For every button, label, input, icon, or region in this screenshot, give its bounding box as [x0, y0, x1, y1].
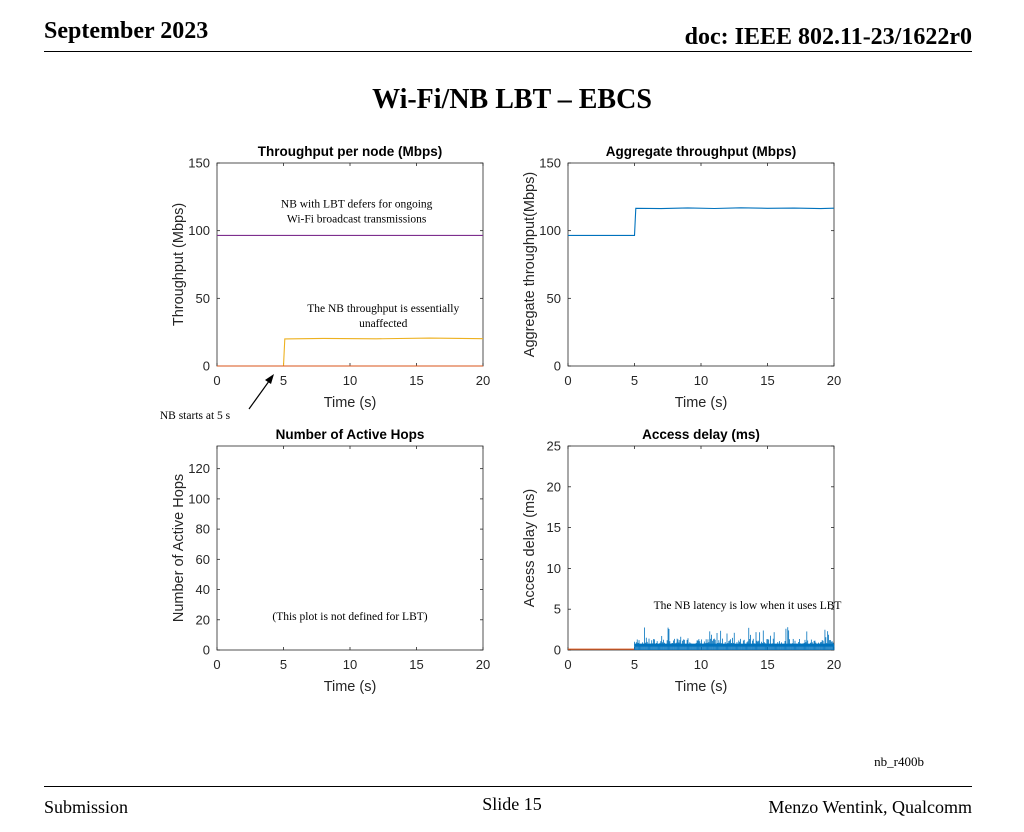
- chart-annotation: The NB latency is low when it uses LBT: [653, 600, 842, 613]
- y-axis-label: Throughput (Mbps): [171, 202, 187, 327]
- footer-slide-number: Slide 15: [482, 794, 542, 814]
- header-doc: doc: IEEE 802.11-23/1622r0: [684, 24, 972, 50]
- x-tick-label: 20: [475, 657, 491, 672]
- y-tick-label: 20: [195, 612, 210, 628]
- plot-frame: [568, 163, 834, 366]
- x-tick-label: 5: [630, 373, 639, 388]
- chart-agg: [522, 144, 841, 411]
- chart-title: Aggregate throughput (Mbps): [605, 144, 797, 159]
- y-tick-label: 150: [539, 155, 561, 171]
- chart-annotation: (This plot is not defined for LBT): [272, 610, 428, 623]
- chart-hops: [171, 427, 490, 695]
- y-tick-label: 50: [546, 290, 561, 306]
- y-tick-label: 0: [553, 642, 561, 658]
- slide-title: Wi-Fi/NB LBT – EBCS: [372, 84, 652, 115]
- callout-text: NB starts at 5 s: [159, 410, 231, 422]
- x-tick-label: 0: [213, 657, 221, 672]
- y-tick-label: 120: [188, 461, 210, 477]
- y-tick-label: 100: [539, 223, 561, 239]
- chart-title: Throughput per node (Mbps): [257, 144, 443, 159]
- footer-author: Menzo Wentink, Qualcomm: [768, 797, 972, 817]
- x-tick-label: 20: [826, 373, 842, 388]
- x-tick-label: 0: [564, 373, 572, 388]
- y-tick-label: 0: [202, 358, 210, 374]
- y-tick-label: 100: [188, 491, 210, 507]
- x-tick-label: 10: [342, 373, 358, 388]
- callout-arrowhead: [265, 374, 274, 384]
- x-tick-label: 15: [409, 373, 424, 388]
- x-tick-label: 10: [693, 373, 709, 388]
- x-axis-label: Time (s): [674, 679, 728, 695]
- y-tick-label: 150: [188, 155, 210, 171]
- x-tick-label: 10: [693, 657, 709, 672]
- x-tick-label: 5: [279, 657, 288, 672]
- x-tick-label: 20: [475, 373, 491, 388]
- chart-annotation: Wi-Fi broadcast transmissions: [286, 213, 427, 226]
- y-tick-label: 80: [195, 521, 210, 537]
- footer-left: Submission: [44, 797, 129, 817]
- y-tick-label: 40: [195, 582, 210, 598]
- x-tick-label: 0: [213, 373, 221, 388]
- x-tick-label: 10: [342, 657, 358, 672]
- y-axis-label: Aggregate throughput(Mbps): [522, 171, 538, 358]
- header-date: September 2023: [44, 18, 209, 44]
- y-tick-label: 10: [546, 560, 561, 576]
- chart-annotation: unaffected: [359, 317, 408, 330]
- plot-frame: [217, 163, 483, 366]
- y-tick-label: 20: [546, 479, 561, 495]
- y-axis-label: Access delay (ms): [522, 488, 538, 608]
- y-tick-label: 50: [195, 290, 210, 306]
- chart-annotation: NB with LBT defers for ongoing: [280, 198, 433, 211]
- x-tick-label: 15: [409, 657, 424, 672]
- footer-rule: [44, 786, 972, 787]
- x-axis-label: Time (s): [674, 395, 728, 411]
- x-axis-label: Time (s): [323, 679, 377, 695]
- chart-delay: [522, 427, 841, 695]
- x-tick-label: 5: [630, 657, 639, 672]
- chart-annotation: The NB throughput is essentially: [307, 302, 460, 315]
- y-tick-label: 25: [546, 438, 561, 454]
- y-tick-label: 60: [195, 551, 210, 567]
- x-tick-label: 20: [826, 657, 842, 672]
- x-tick-label: 0: [564, 657, 572, 672]
- chart-title: Access delay (ms): [642, 427, 760, 442]
- y-tick-label: 100: [188, 223, 210, 239]
- code-label: nb_r400b: [874, 754, 924, 769]
- y-tick-label: 0: [553, 358, 561, 374]
- y-tick-label: 0: [202, 642, 210, 658]
- plot-frame: [568, 446, 834, 650]
- chart-tp: [171, 144, 490, 411]
- x-tick-label: 15: [760, 657, 775, 672]
- y-tick-label: 15: [546, 520, 561, 536]
- y-tick-label: 5: [553, 601, 561, 617]
- x-axis-label: Time (s): [323, 395, 377, 411]
- x-tick-label: 15: [760, 373, 775, 388]
- x-tick-label: 5: [279, 373, 288, 388]
- chart-title: Number of Active Hops: [275, 427, 425, 442]
- y-axis-label: Number of Active Hops: [171, 473, 187, 623]
